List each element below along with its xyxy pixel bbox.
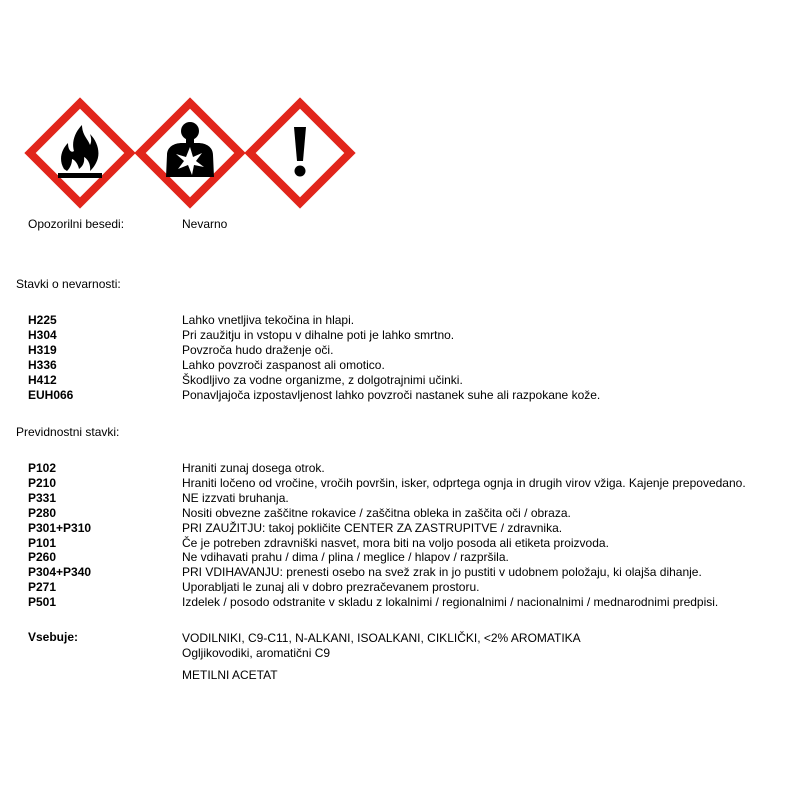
precautionary-text: Če je potreben zdravniški nasvet, mora biti na voljo posoda ali etiketa proizvoda. bbox=[182, 536, 609, 550]
hazard-text: Škodljivo za vodne organizme, z dolgotrajnimi učinki. bbox=[182, 373, 463, 387]
contains-ingredient: Ogljikovodiki, aromatični C9 bbox=[182, 646, 331, 660]
precautionary-code: P280 bbox=[28, 506, 57, 520]
precautionary-text: PRI VDIHAVANJU: prenesti osebo na svež zrak in jo pustiti v udobnem položaju, ki olajša dihanje. bbox=[182, 565, 702, 579]
precautionary-code: P301+P310 bbox=[28, 521, 92, 535]
precautionary-text: NE izzvati bruhanja. bbox=[182, 491, 289, 505]
hazard-text: Povzroča hudo draženje oči. bbox=[182, 343, 334, 357]
hazard-code: H319 bbox=[28, 343, 57, 357]
contains-label: Vsebuje: bbox=[28, 630, 79, 644]
hazard-code: H225 bbox=[28, 313, 57, 327]
hazard-text: Ponavljajoča izpostavljenost lahko povzroči nastanek suhe ali razpokane kože. bbox=[182, 388, 601, 402]
precautionary-code: P260 bbox=[28, 550, 57, 564]
flame-pictogram-icon bbox=[24, 97, 136, 209]
precautionary-code: P501 bbox=[28, 595, 57, 609]
hazard-code: H304 bbox=[28, 328, 57, 342]
precautionary-code: P271 bbox=[28, 580, 57, 594]
contains-ingredient: VODILNIKI, C9-C11, N-ALKANI, ISOALKANI, CIKLIČKI, <2% AROMATIKA bbox=[182, 631, 581, 645]
hazard-text: Lahko povzroči zaspanost ali omotico. bbox=[182, 358, 385, 372]
contains-ingredient: METILNI ACETAT bbox=[182, 668, 278, 682]
health-hazard-pictogram-icon bbox=[134, 97, 246, 209]
precautionary-text: Izdelek / posodo odstranite v skladu z lokalnimi / regionalnimi / nacionalnimi / mednarodnimi predpisi. bbox=[182, 595, 719, 609]
precautionary-code: P101 bbox=[28, 536, 57, 550]
exclamation-pictogram-icon bbox=[244, 97, 356, 209]
precautionary-text: PRI ZAUŽITJU: takoj pokličite CENTER ZA ZASTRUPITVE / zdravnika. bbox=[182, 521, 563, 535]
precautionary-code: P102 bbox=[28, 461, 57, 475]
precautionary-text: Hraniti ločeno od vročine, vročih površin, isker, odprtega ognja in drugih virov vžiga. Kajenje prepovedano. bbox=[182, 476, 746, 490]
precautionary-text: Nositi obvezne zaščitne rokavice / zaščitna obleka in zaščita oči / obraza. bbox=[182, 506, 571, 520]
precautionary-code: P331 bbox=[28, 491, 57, 505]
hazard-text: Pri zaužitju in vstopu v dihalne poti je lahko smrtno. bbox=[182, 328, 455, 342]
signal-word-label: Opozorilni besedi: bbox=[28, 217, 125, 231]
precautionary-code: P210 bbox=[28, 476, 57, 490]
hazard-code: H336 bbox=[28, 358, 57, 372]
hazard-statements-title: Stavki o nevarnosti: bbox=[16, 277, 121, 291]
hazard-code: H412 bbox=[28, 373, 57, 387]
hazard-text: Lahko vnetljiva tekočina in hlapi. bbox=[182, 313, 355, 327]
precautionary-text: Ne vdihavati prahu / dima / plina / meglice / hlapov / razpršila. bbox=[182, 550, 509, 564]
signal-word-value: Nevarno bbox=[182, 217, 228, 231]
hazard-code: EUH066 bbox=[28, 388, 74, 402]
precautionary-statements-title: Previdnostni stavki: bbox=[16, 425, 120, 439]
precautionary-text: Uporabljati le zunaj ali v dobro prezračevanem prostoru. bbox=[182, 580, 480, 594]
precautionary-code: P304+P340 bbox=[28, 565, 92, 579]
precautionary-text: Hraniti zunaj dosega otrok. bbox=[182, 461, 325, 475]
